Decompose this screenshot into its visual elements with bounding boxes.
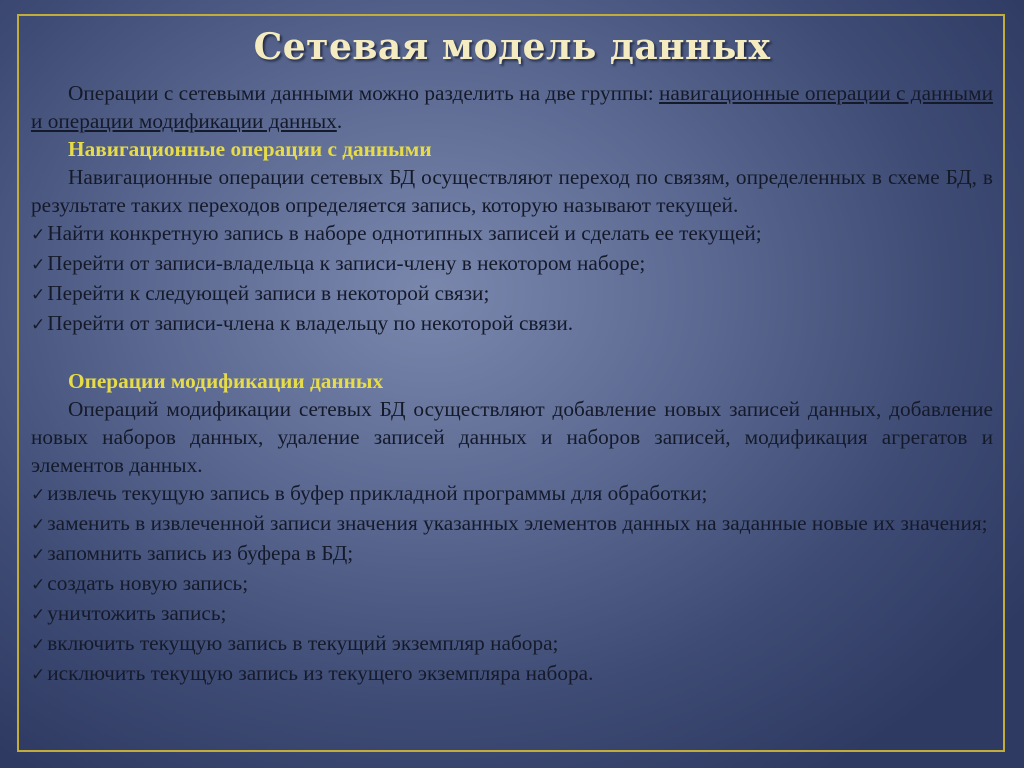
- check-icon: ✓: [31, 635, 46, 655]
- mod-item-text: исключить текущую запись из текущего экземпляра набора.: [47, 661, 594, 685]
- mod-list-item: [31, 629, 993, 659]
- check-icon: ✓: [31, 515, 46, 535]
- mod-list-item: [31, 539, 993, 569]
- nav-description: Навигационные операции сетевых БД осуществляют переход по связям, определенных в схеме БД, в результате таких переходов определяется запись, которую называют текущей.: [31, 165, 993, 217]
- check-icon: ✓: [31, 315, 46, 335]
- nav-heading: Навигационные операции с данными: [68, 137, 432, 161]
- mod-description: Операций модификации сетевых БД осуществляют добавление новых записей данных, добавление новых наборов данных, удаление записей данных и наборов записей, модификация агрегатов и элементов данных.: [31, 397, 993, 477]
- check-icon: ✓: [31, 575, 46, 595]
- mod-list-item: [31, 659, 993, 689]
- check-icon: ✓: [31, 255, 46, 275]
- mod-list-item: [31, 479, 993, 509]
- nav-list-item: [31, 279, 993, 309]
- nav-item-text: Перейти к следующей записи в некоторой связи;: [47, 281, 490, 305]
- intro-paragraph: [31, 79, 993, 135]
- mod-list-item: [31, 509, 993, 539]
- nav-list-item: [31, 309, 993, 339]
- mod-item-text: извлечь текущую запись в буфер прикладной программы для обработки;: [47, 481, 708, 505]
- check-icon: ✓: [31, 665, 46, 685]
- mod-item-text: включить текущую запись в текущий экземпляр набора;: [47, 631, 559, 655]
- mod-heading: Операции модификации данных: [68, 369, 384, 393]
- mod-item-text: уничтожить запись;: [47, 601, 227, 625]
- check-icon: ✓: [31, 545, 46, 565]
- mod-list-item: [31, 569, 993, 599]
- check-icon: ✓: [31, 225, 46, 245]
- intro-end: .: [336, 109, 343, 133]
- slide-content: [31, 79, 993, 689]
- mod-item-text: создать новую запись;: [47, 571, 249, 595]
- nav-list-item: [31, 219, 993, 249]
- check-icon: ✓: [31, 605, 46, 625]
- mod-list-item: [31, 599, 993, 629]
- slide-title: Сетевая модель данных: [253, 26, 771, 68]
- intro-text: Операции с сетевыми данными можно разделить на две группы:: [68, 81, 660, 105]
- mod-item-text: запомнить запись из буфера в БД;: [47, 541, 354, 565]
- intro-underlined-text: навигационные операции с данными и операции модификации данных: [31, 81, 993, 133]
- section-spacer: [31, 339, 993, 367]
- check-icon: ✓: [31, 485, 46, 505]
- nav-item-text: Перейти от записи-члена к владельцу по некоторой связи.: [47, 311, 574, 335]
- nav-item-text: Перейти от записи-владельца к записи-члену в некотором наборе;: [47, 251, 646, 275]
- mod-item-text: заменить в извлеченной записи значения указанных элементов данных на заданные новые их значения;: [47, 511, 988, 535]
- nav-item-text: Найти конкретную запись в наборе однотипных записей и сделать ее текущей;: [47, 221, 762, 245]
- check-icon: ✓: [31, 285, 46, 305]
- nav-list-item: [31, 249, 993, 279]
